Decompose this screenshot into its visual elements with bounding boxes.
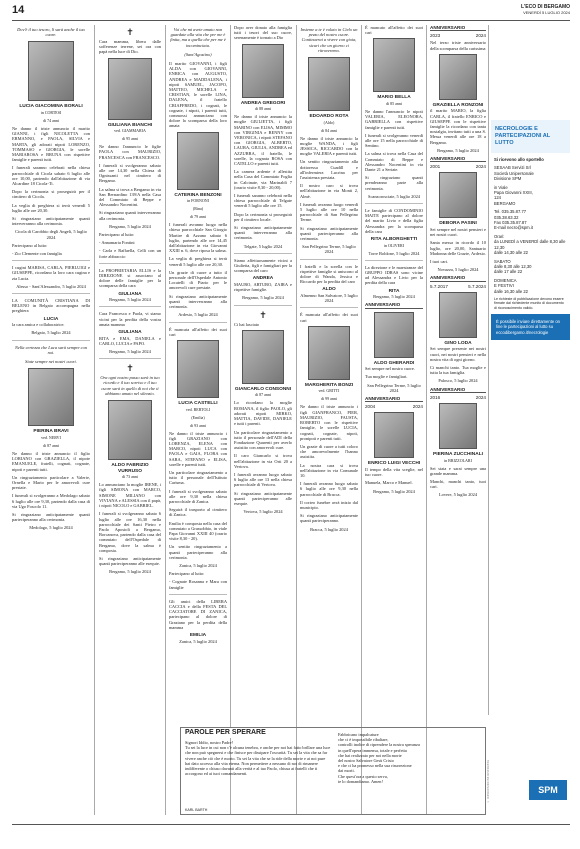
obituary-text: La nostra cara si trova nell'abitazione in via Comunale 10. [300, 462, 358, 478]
condolence-text: I fratelli e la sorella con le rispettive famiglie si uniscono al dolore di Wanda, Jessica e Riccardo per la perdita del caro [300, 263, 358, 285]
anniversary-years [430, 284, 486, 289]
parole-per-sperare-box [180, 727, 486, 815]
deceased-name: CATERINA BENZONI [174, 192, 222, 198]
deceased-photo [373, 38, 415, 92]
anniversary-years [430, 395, 486, 400]
deceased-nickname: (Rina) [192, 206, 204, 212]
anniversary-text: Nel terzo triste anniversario della scomparsa della carissima [430, 40, 486, 51]
anniversary-header [430, 25, 486, 31]
obituary-text: Si ringraziano anticipatamente quanti parteciperanno alla cerimonia. [300, 225, 358, 242]
separator [300, 307, 358, 308]
obituary-intro: È mancato all'affetto dei suoi cari [365, 25, 423, 36]
year-end: 2024 [475, 394, 486, 400]
obituary-text: I funerali avranno luogo sabato 6 luglio alle ore 13 nella chiesa parrocchiale di Vertova. [234, 471, 292, 488]
deceased-name: ALDO FABRIZIO VURRUSO [111, 463, 149, 474]
condolence-text: - Carla e Raffaella, Celli con un forte abbraccio [99, 248, 161, 259]
deceased-photo [108, 58, 152, 120]
anniversary-place-date: Palosco, 5 luglio 2024 [438, 378, 478, 384]
cross-icon: ✝ [259, 309, 267, 320]
quote: Dov'è il tuo tesoro, lì sarà anche il tuo cuore. [17, 27, 85, 38]
condolence-place-date: Bergamo, 5 luglio 2024 [109, 297, 151, 303]
anniversary-text: Santa messa in ricordo il 10 luglio, ore 20,00, Santuario Madonna delle Grazie, Ardesio. [430, 240, 486, 256]
deceased-married-name: in CORTESI [40, 110, 62, 115]
obituary-text: I funerali si svolgeranno sabato alle ore 9,30 nella chiesa parrocchiale di Zanica. [169, 488, 227, 504]
sidebar-text: SESAAB Servizi Srl Società Unipersonale Divisione SPM [494, 165, 534, 182]
condolence-name: GIULIANA [118, 291, 142, 297]
condolence-place-date: Zanica, 5 luglio 2024 [179, 638, 217, 644]
deceased-name: MARIO BELLA [377, 95, 411, 101]
deceased-age: di 74 anni [43, 118, 59, 123]
condolence-married-name: in OLIVERI [383, 242, 405, 248]
separator [365, 203, 423, 204]
obituary-place-date: San Pellegrino Terme, 5 luglio 2024 [302, 244, 356, 255]
deceased-photo [28, 41, 74, 101]
deceased-photo [374, 312, 414, 358]
obituary-place-date: Cicola di Carobbio degli Angeli, 5 luglio 2024 [15, 229, 87, 240]
year-start: 2016 [430, 394, 441, 400]
sidebar-note: Le richieste di pubblicazione devono essere firmate dal richiedente munito di documento di riconoscimento valido. [494, 296, 564, 310]
condolence-text: Cara Francesca e Paola, vi siamo vicini per la perdita della vostra amata mamma [99, 311, 161, 327]
obituary-place-date: Bergamo, 5 luglio 2024 [109, 569, 151, 575]
anniversary-text: Sei sempre nel nostro cuore. [365, 366, 415, 372]
obituary-place-date: Bergamo, 5 luglio 2024 [109, 223, 151, 229]
anniversary-text: Manchi, manchi tanto, tuoi cari. [430, 479, 486, 490]
obituary-text: Emilia è composta nella casa del commiato a Grassobbio, in viale Papa Giovanni XXIII 40 (orario visite 8,30 - 20). [169, 520, 227, 542]
deceased-nickname: (Aldo) [323, 119, 335, 125]
obituary-text: Il corteo funebre avrà inizio dal municipio. [300, 499, 358, 510]
separator [365, 260, 423, 261]
anniversary-label: ANNIVERSARIO [430, 275, 466, 281]
obituary-column-1 [12, 25, 90, 815]
year-end: 2024 [412, 404, 423, 410]
obituary-text: La camera ardente è allestita nella Casa del Commiato Foglia in Calcinate, via Marinaldi 7 (orario visite 8,30 - 20,00). [234, 169, 292, 190]
quote: Insieme a te è volato in Cielo un pezzo del nostro cuore. Continuerai a vivere con gioia, sicuri che un giorno ci ritroveremo. [300, 27, 358, 53]
anniversary-column [430, 25, 486, 815]
condolence-name: GIULIANA [118, 330, 142, 336]
deceased-married-name: ved. BERTOLI [185, 406, 211, 412]
condolence-place-date: Torre Boldone, 5 luglio 2024 [368, 250, 420, 256]
anniversary-years [430, 164, 486, 169]
spm-logo: SPM [529, 780, 567, 800]
obituary-text: I funerali saranno celebrati nella chiesa parrocchiale di Telgate venerdì 5 luglio alle ore 15. [234, 193, 292, 209]
obituary-intro: È mancata all'affetto dei suoi cari [300, 312, 358, 323]
obituary-text: Ne danno il triste annuncio il marito GIANNI, i figli NICOLETTA con ERMANNO, e PAOLA, SILVIA e MARTA, gli adorati nipoti LORENZO, TOMMASO e GIORGIA, le sorelle MARIAROSA e BRUNA con rispettive famiglie e parenti tutti. [12, 126, 90, 163]
deceased-name: EDOARDO ROTA [309, 114, 349, 120]
deceased-name: GINO LODA [444, 340, 472, 346]
year-start: 2001 [430, 164, 441, 170]
box-author: KARL BARTH [185, 808, 208, 812]
anniversary-header [430, 275, 486, 281]
obituary-place-date: Ardesio, 5 luglio 2024 [178, 312, 218, 318]
condolence-text: Partecipano al lutto: [169, 571, 205, 577]
obituary-column-5 [300, 25, 358, 725]
separator [99, 306, 161, 307]
column-divider [230, 25, 231, 815]
box-title: PAROLE PER SPERARE [181, 728, 270, 738]
sidebar-hours: Orari: da LUNEDÌ a VENERDÌ dalle 8,30 alle 12,30 dalle 14,30 alle 22 [494, 233, 566, 256]
obituary-text: Si ringraziano anticipatamente quanti interverranno alla cerimonia. [169, 293, 227, 310]
deceased-age: di 95 anni [122, 136, 138, 142]
condolence-name: RITA [388, 288, 400, 294]
separator [169, 594, 227, 595]
publication-name: L'ECO DI BERGAMO [521, 4, 570, 10]
deceased-name: PIERINA ZUCCHINALI [433, 452, 483, 458]
deceased-photo [308, 326, 350, 380]
obituary-text: Si ringraziano anticipatamente quanti parteciperanno alle esequie. [99, 555, 161, 567]
deceased-married-name: in FORNONI [187, 198, 209, 204]
deceased-photo [28, 368, 74, 426]
cross-icon: ✝ [126, 363, 134, 374]
anniversary-header [430, 387, 486, 393]
obituary-text: Seguirà il trasporto al cimitero di Zanica. [169, 507, 227, 518]
obituary-text: Un ringraziamento particolare a Valerie, Ornella e Mario per le amorevoli cure prestate. [12, 474, 90, 491]
deceased-name: MARGHERITA BONZI [304, 382, 354, 388]
deceased-name: LUCIA GIACOMINA BORALI [19, 104, 83, 110]
obituary-text: Si ringraziano quanti interverranno alla cerimonia. [99, 210, 161, 221]
obituary-text: Ne danno il triste annuncio la moglie GIULIETTA, i figli MARINO con ELISA, MIMMO con VIRGINIA e BENNY con VERONICA, i nipoti STEFANO con GIORGIA, ALBERTO, LAURA, GIULIA, ANDREA ed AZZURRA, il fratello, le sorelle, la cognata ROSA con CATELLO e parenti tutti. [234, 114, 292, 167]
deceased-photo [177, 132, 219, 190]
obituary-text: I funerali si svolgeranno a Medolago sabato 6 luglio alle ore 9,30, partendo dalla casa di via Ugo Foscolo 11. [12, 493, 90, 509]
deceased-age: di 87 anni [255, 392, 271, 398]
obituary-place-date: Telgate, 5 luglio 2024 [243, 243, 283, 249]
condolence-place-date: Belgaio, 5 luglio 2024 [31, 330, 71, 336]
sidebar-contacts: Tel. 035.35.87.77 035.38.63.32 Fax 035.35.87.87 E-mail necro@spm.it [494, 209, 533, 231]
obituary-text: Un sentito ringraziamento a quanti parteciperanno alla cerimonia. [169, 544, 227, 560]
anniversary-label: ANNIVERSARIO [365, 396, 401, 402]
condolence-name: EMILIA [189, 633, 207, 638]
condolence-text: LA COMUNITÀ CRISTIANA DI BELENO in Belgaio accompagna nella preghiera [12, 298, 90, 314]
year-end: 2024 [475, 164, 486, 170]
quote-reference: (Sant'Agostino) [184, 51, 212, 57]
anniversary-place-date: San Pellegrino Terme, 5 luglio 2024 [367, 382, 421, 393]
deceased-photo [242, 330, 284, 384]
condolence-text: La PROPRIETARIA ELLIS e la DIREZIONE si associano al dolore delle famiglie per la scomparsa della cara [99, 267, 161, 289]
anniversary-text: I tuoi cari. [430, 259, 449, 265]
anniversary-label: ANNIVERSARIO [430, 386, 466, 392]
deceased-age: di 87 anni [43, 442, 59, 448]
condolence-text: La direzione e le maestranze del GRUPPO IDRAS sono vicine ad Alessandra e Livio per la perdita della cara [365, 264, 423, 286]
anniversary-text: Tua moglie e famigliari. [365, 374, 408, 380]
deceased-name: GIANCARLO CONSONNI [234, 386, 292, 392]
deceased-name: ALDO GHERARDI [373, 360, 415, 366]
separator [99, 358, 161, 359]
obituary-text: I funerali avranno luogo nella chiesa parrocchiale San Giorgio Martire di Azzano sabato 6 luglio, partendo alle ore 14,45 dall'abitazione in via Giovanni XXIII n. 6, dove riposa la salma. [169, 222, 227, 254]
anniversary-header [365, 302, 423, 308]
condolence-name: ALDO [322, 287, 336, 293]
sidebar-title: NECROLOGIE E PARTECIPAZIONI AL LUTTO [491, 120, 570, 153]
quote: Voi che mi avete amato non guardate alla vita che per me è finita, ma a quella che per me è incominciata. [170, 27, 226, 48]
condolence-name: ANDREA [252, 276, 274, 282]
obituary-column-2 [99, 25, 161, 815]
deceased-married-name: in BRIZZOLARI [444, 457, 472, 463]
quote: Siate sempre nei nostri cuori. [25, 359, 77, 365]
obituary-text: Dopo la cerimonia si proseguirà per il cimitero di Cicola. [12, 189, 90, 200]
obituary-intro: Ci hai lasciato [234, 321, 260, 327]
column-divider [165, 25, 166, 815]
sidebar-online-link[interactable]: È possibile inviare direttamente on line le partecipazioni al lutto su eccodibergamo.it/necrologie [491, 314, 570, 340]
sidebar-info [491, 120, 570, 340]
anniversary-text: il marito MARIO, la figlia CARLA, il fratello ENRICO e GIUSEPPE con le rispettive famiglie la ricordano con tanta nostalgia, invitano tutti a una S. Messa venerdì alle ore 18 a Bergamo. [430, 108, 486, 145]
obituary-text: Si ringraziano anticipatamente quanti parteciperanno alle esequie. [234, 490, 292, 506]
obituary-text: Si ringraziano anticipatamente quanti parteciperanno alla cerimonia. [12, 511, 90, 523]
sidebar-hours: DOMENICA E FESTIVI dalle 16,30 alle 22 [494, 277, 528, 294]
column-divider [488, 25, 489, 715]
obituary-text: Ne danno il triste annuncio la moglie WANDA, i figli JESSICA, RICCARDO con la moglie VALERIA e parenti tutti. [300, 135, 358, 157]
column-divider [361, 25, 362, 815]
obituary-text: I funerali avranno luogo sabato 6 luglio alle ore 9,30 nella parrocchiale di Bracca. [300, 481, 358, 497]
deceased-photo [374, 412, 414, 458]
condolence-text: Le famiglie di CONDOMINIO MAITE partecipano al dolore del marito Livio e della figlia Alessandra per la scomparsa della cara [365, 208, 423, 234]
obituary-text: Dopo la cerimonia si proseguirà per il cimitero locale. [234, 211, 292, 222]
deceased-name: GIULIANA BIANCHI [107, 122, 153, 128]
obituary-text: Ne danno l'annuncio le nipoti VALERIA, ELEONORA, GABRIELLA con rispettive famiglie e parenti tutti. [365, 109, 423, 130]
deceased-name: GRAZIELLA RONZONI [432, 102, 484, 108]
condolence-text: RITA e EMA, DANIELA e CARLO, LUCIA e PAPO. [99, 335, 161, 346]
column-divider [94, 25, 95, 815]
anniversary-place-date: Lovere, 5 luglio 2024 [438, 492, 478, 498]
deceased-photo [108, 400, 152, 460]
separator [234, 253, 292, 254]
obituary-text: La salma si trova a Bergamo in via San Bernardino 139/A nella Casa del Commiato di Beppe e Alessandro Nocentini. [99, 186, 161, 208]
anniversary-years [430, 33, 486, 38]
obituary-text: I funerali si svolgeranno venerdì alle ore 15 nella parrocchiale di Sentino. [365, 132, 423, 149]
anniversary-label: ANNIVERSARIO [430, 156, 466, 162]
separator [234, 305, 292, 306]
quote: Nella certezza che Luca sarà sempre con noi. [14, 344, 88, 355]
obituary-intro: Dopo aver donato alla famiglia tutti i tesori del suo cuore, serenamente è tornato a Dio [234, 25, 292, 41]
obituary-place-date: Bracca, 5 luglio 2024 [310, 526, 348, 532]
anniversary-text: Il tempo della vita sceglie, nel tuo cuore. [365, 467, 423, 478]
deceased-name: ENRICO LUIGI VECCHI [367, 461, 421, 467]
obituary-place-date: Zanica, 5 luglio 2024 [179, 562, 217, 568]
obituary-intro: Il marito GIOVANNI, i figli ALDA con GIOVANNI, ENRICA con AUGUSTO, ANDREA e MADDALENA, i nipoti SAMUEL, JACOPO, MATTEO, MICHELA e CRISTIAN, le sorelle LINA, DALENA, il fratello CRIAFFREDO, i cognati, le cognate, i nipoti, i parenti tutti, commossi annunciano con dolore la scomparsa della loro amata [169, 61, 227, 129]
separator [12, 293, 90, 294]
obituary-text: Il caro Giancarlo si trova nell'abitazione in via Orti 20 a Vertova. [234, 453, 292, 469]
deceased-age: di 85 anni [386, 101, 402, 106]
separator [12, 260, 90, 261]
deceased-age: di 73 anni [122, 474, 138, 480]
obituary-text: La veglia di preghiera si terrà venerdì 5 luglio alle ore 20,30. [12, 202, 90, 213]
quote: Ora ogni nostro passo sarà in tuo ricordo e il tuo sorriso e il tuo cuore sarà in quello di noi che ti abbiamo amato nel silenzio. [100, 375, 160, 396]
column-divider [296, 25, 297, 815]
year-end: 2024 [475, 33, 486, 39]
condolence-text: Gli amici della LIBERA CACCIA e della FESTA DEL CACCIATORE DI ZANICA, partecipano al dolore di Graziano per la perdita della mamma [169, 598, 227, 630]
anniversary-text: Manuela, Marco e Manuel. [365, 480, 413, 486]
anniversary-text: Ci manchi tanto. Tua moglie e tutta la tua famiglia. [430, 365, 486, 376]
condolence-place-date: Bergamo, 5 luglio 2024 [242, 295, 284, 301]
separator [99, 263, 161, 264]
deceased-name: ANDREA GREGORI [240, 100, 286, 106]
obituary-column-6 [365, 25, 423, 725]
sidebar-text: Si ricevono allo sportello [494, 157, 544, 162]
deceased-photo [177, 340, 219, 398]
deceased-photo [439, 54, 477, 100]
obituary-place-date: Medolago, 5 luglio 2024 [29, 525, 73, 531]
obituary-text: I funerali avranno luogo venerdì 5 luglio alle ore 10 nella parrocchiale di San Pellegrino Terme. [300, 201, 358, 223]
obituary-text: Ne danno il triste annuncio i figli GIANFRANCO, PIER, MAURIZIO, FAUSTA, ROBERTO con le rispettive famiglie, le sorelle LUCIA, cognati, cognate, nipoti, pronipoti e parenti tutti. [300, 404, 358, 441]
anniversary-place-date: Bergamo, 5 luglio 2024 [373, 488, 415, 494]
anniversary-text: Sei sempre presente nei nostri cuori, nei nostri pensieri e nella nostra vita di ogni giorno. [430, 346, 486, 362]
condolence-text: - Annamaria Fontini [99, 240, 135, 246]
cross-icon: ✝ [126, 27, 134, 37]
deceased-photo [439, 292, 477, 338]
anniversary-years [365, 404, 423, 409]
anniversary-text: Sei sempre nel nostri pensieri e nei nostri cuori. [430, 227, 486, 238]
anniversary-place-date: Novazza, 5 luglio 2024 [437, 267, 479, 273]
obituary-text: Si ringraziano quanti prenderanno parte alla cerimonia. [365, 175, 423, 191]
credit-text: © RIPRODUZIONE RISERVATA [486, 760, 490, 804]
deceased-age: di 84 anni [321, 127, 337, 133]
obituary-text: La veglia di preghiera si terrà venerdì 5 luglio alle ore 20,30. [169, 256, 227, 267]
condolence-text: la cara amica e collaboratrice. [12, 322, 65, 328]
obituary-place-date: Vertova, 5 luglio 2024 [243, 509, 283, 515]
anniversary-text: Sei stata e sarai sempre una grande mamma. [430, 465, 486, 476]
condolence-text: Siamo affettuosamente vicini a Giulietta, figli e famigliari per la scomparsa del caro [234, 257, 292, 274]
page-number: 14 [12, 4, 25, 16]
anniversary-header [430, 156, 486, 162]
obituary-column-3 [169, 25, 227, 815]
deceased-name: LUCIA CASTELLI [178, 400, 218, 406]
box-text: Fabbricano impalcature che ci è impossibile ribaltare, controlli inoltre di riprendere la nostra speranza in quell'opera immensa, totale e perfetta che hai realizzato per noi nella morte del nostro Salvatore Gesù Cristo e che ci ha promesso nella sua risurrezione dai morti. Che quest'ora a questo serva, te lo domandiamo. Amen! [338, 732, 420, 784]
year-end: 5.7.2024 [468, 283, 486, 289]
obituary-text: Un grazie di cuore a tutto il personale dell'Ospedale Antonio Locatelli di Piario per le amorevoli cure prestate. [169, 269, 227, 291]
obituary-text: Ne danno il triste annuncio i figli GRAZIANO con LORENZA, ELENA con MARCO, nipoti LUCA con PAOLA e GAIA, FLORA con SARA, STEFANO e ELISA, sorelle e parenti tutti. [169, 430, 227, 467]
publication-date: VENERDÌ 5 LUGLIO 2024 [523, 10, 570, 15]
deceased-photo [242, 44, 284, 98]
deceased-age: di 93 anni [190, 422, 206, 428]
obituary-text: Il nostro caro si trova nell'abitazione in via Monti 2, Almè. [300, 183, 358, 199]
year-start: 5.7.2017 [430, 283, 448, 289]
column-divider [426, 25, 427, 815]
footer-rule [12, 824, 570, 825]
obituary-text: Un particolare ringraziamento a tutto il personale dell'Istituto Carisma. [169, 469, 227, 486]
anniversary-header [365, 396, 423, 402]
obituary-text: I funerali si svolgeranno sabato alle ore 14,30 nella Chiesa di Ognissanti nel cimitero di Bergamo. [99, 162, 161, 184]
obituary-text: Si ringraziano anticipatamente quanti interverranno alla cerimonia. [234, 225, 292, 241]
anniversary-place-date: Bergamo, 5 luglio 2024 [437, 147, 479, 153]
obituary-text: Un grazie di cuore a tutti coloro che amorevolmente l'hanno assistita. [300, 443, 358, 460]
deceased-married-name: ved. NERVI [41, 434, 61, 440]
separator [169, 322, 227, 323]
obituary-intro: Cara mamma, libera dalle sofferenze terrene, sei ora con papà nella luce di Dio. [99, 39, 161, 55]
obituary-text: Si ringraziano anticipatamente quanti interverranno alla cerimonia. [12, 216, 90, 227]
year-start: 2023 [430, 33, 441, 39]
obituary-text: Si ringraziano anticipatamente quanti parteciperanno. [300, 513, 358, 524]
condolence-text: - Zio Clemente con famiglia [12, 251, 62, 257]
condolence-text: Partecipano al lutto: [99, 232, 135, 238]
condolence-text: Partecipano al lutto: [12, 242, 48, 248]
obituary-intro: È mancata all'affetto dei suoi cari [169, 326, 227, 337]
anniversary-label: ANNIVERSARIO [430, 25, 466, 30]
header-rule [12, 20, 570, 21]
deceased-age: di 79 anni [190, 214, 206, 220]
obituary-text: Lo ricordano la moglie ROMANA, il figlio PAOLO, gli adorati nipoti MIRKO, MATTIA, DAVIDE, DANIELE e tutti i parenti. [234, 400, 292, 427]
anniversary-label: ANNIVERSARIO [365, 302, 401, 308]
obituary-text: I funerali si svolgeranno sabato 6 luglio alle ore 16,30 nella parrocchiale dei Santi Pietro e Paolo Apostoli a Bergamo, Borcanova, partendo dalla casa del commiato dell'Ospedale di Bergamo, dove la salma è composta. [99, 511, 161, 553]
sidebar-hours: SABATO dalle 8,30 alle 12,30 dalle 17 alle 22 [494, 258, 532, 275]
obituary-column-4 [234, 25, 292, 725]
condolence-name: RITA ALBORGHETTI [370, 237, 418, 243]
condolence-text: I cugini MARISA, CARLA, PIERLUIGI e GIUSEPPE, ricordano la loro cara cugina e zia Lucia. [12, 265, 90, 281]
box-text: Signori Iddio, nostro Padre! Tu sei la luce in cui non c'è alcuna tenebra, e anche per noi hai fatto brillare una luce che non può spegnersi e che finisce per dissipare l'oscurità. Tu sei la vita che sa far vivere anche ciò che è morto. Tu sei la vita che se la ride della morte e ai noi pure hai dato accesso alla vita eterna. Non permettere a nessuno di noi di rimanere indifferente o chiuso davanti alla verità e al tuo Paolo, chiusa ai fratelli che ti accorgono ed ai tuoi comandamenti. [185, 740, 331, 777]
page-header [12, 4, 570, 18]
condolence-place-date: Almenno San Salvatore, 5 luglio 2024 [300, 293, 358, 304]
obituary-text: Ne danno il triste annuncio il figlio LORIANO con GRAZIELLA, il nipote EMANUELE, fratelli, cognati, cognate, nipoti e parenti tutti. [12, 450, 90, 472]
separator [300, 259, 358, 260]
deceased-married-name: ved. GRITTI [318, 388, 340, 394]
obituary-text: La salma si trova nella Casa del Commiato di Beppe e Alessandro Nocentini in via Dante 21 a Seriate. [365, 151, 423, 173]
condolence-text: - Cognate Rosanna e Mara con famiglie [169, 579, 227, 590]
obituary-text: I funerali saranno celebrati nella chiesa parrocchiale di Cicola sabato 6 luglio alle ore 10,00, partendo dall'abitazione di via Alcardine 18 Cicola-Ti. [12, 165, 90, 187]
condolence-place-date: Bergamo, 5 luglio 2024 [109, 349, 151, 355]
deceased-age: di 88 anni [255, 106, 271, 112]
obituary-text: Un sentito ringraziamento alla dottoressa Cuadill e all'infermiera Lucrina per l'assistenza prestata. [300, 159, 358, 181]
condolence-text: MAURO, ARTURO, ZAIRA e rispettive famiglie. [234, 282, 292, 293]
obituary-text: Un particolare ringraziamento a tutto il personale dell'ADI della Fondazione Quarenti per averlo assistito con amorevoli cure. [234, 429, 292, 451]
deceased-name: DEBORA PASINI [439, 221, 477, 227]
condolence-place-date: Alesso - Sant'Alessandro, 5 luglio 2024 [16, 283, 86, 289]
deceased-photo [439, 172, 477, 218]
separator [12, 340, 90, 341]
deceased-name: PIERINA BRAVI [33, 429, 69, 435]
sidebar-address: in Viale Papa Giovanni XXIII, 124 BERGAMO [494, 184, 533, 206]
deceased-age: di 99 anni [321, 396, 337, 402]
year-start: 2004 [365, 404, 376, 410]
obituary-place-date: Scanzorosciate, 5 luglio 2024 [368, 193, 420, 199]
condolence-name: LUCIA [43, 316, 59, 322]
deceased-photo [308, 57, 350, 111]
deceased-nickname: (Emilia) [191, 414, 205, 420]
deceased-photo [439, 403, 477, 449]
condolence-place-date: Bergamo, 5 luglio 2024 [373, 294, 415, 300]
obituary-text: Lo annunciano la moglie IRENE, i figli SIMONA con MARCO, SIMONE MILIANO con VIVIANA e ALESSIA con il papà, i nipoti NICOLO e GABRIEL. [99, 482, 161, 509]
obituary-text: Ne danno l'annuncio le figlie PAOLA con MAURIZIO, FRANCESCA con FRANCESCO. [99, 144, 161, 160]
deceased-married-name: ved. GIAMMARIA [114, 128, 146, 134]
